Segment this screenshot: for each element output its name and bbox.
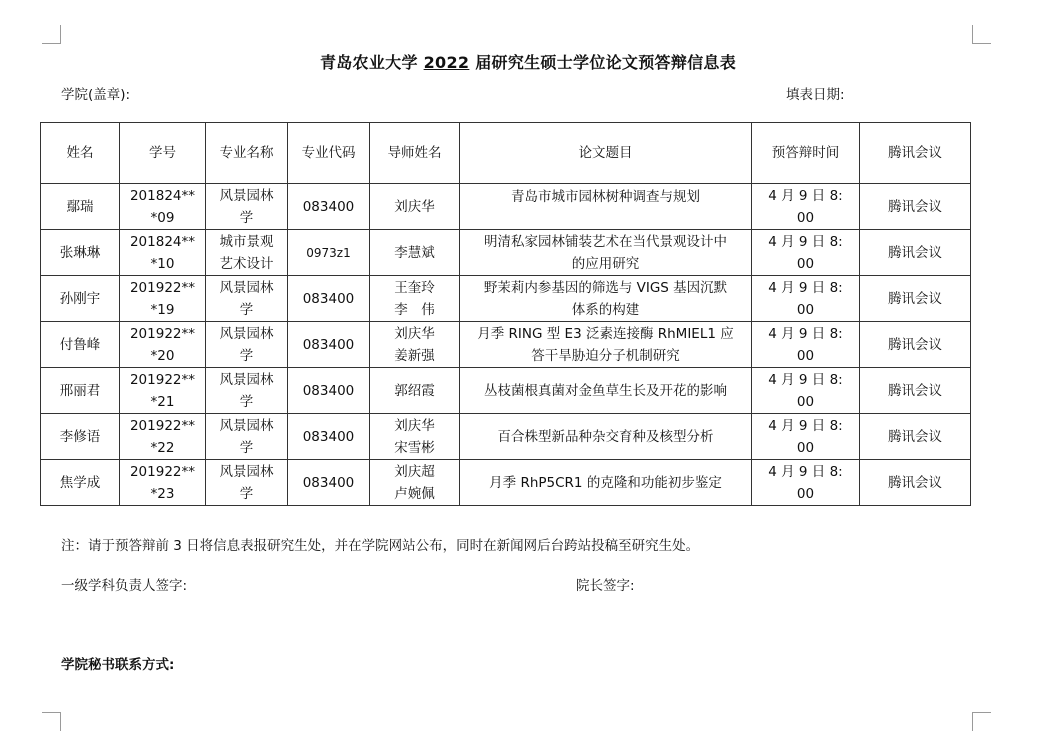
defense-time: 4 月 9 日 8: 00: [752, 230, 860, 276]
defense-time: 4 月 9 日 8: 00: [752, 184, 860, 230]
table-row: [41, 184, 971, 230]
student-id: 201824** *09: [120, 184, 206, 230]
student-name: 张琳琳: [41, 230, 120, 276]
page-corner-mark: [42, 712, 61, 731]
table-row: [41, 414, 971, 460]
college-seal-label: 学院(盖章):: [61, 87, 131, 103]
footnote: 注：请于预答辩前 3 日将信息表报研究生处，并在学院网站公布，同时在新闻网后台跨站投稿至研究生处。: [61, 538, 700, 554]
table-row: [41, 322, 971, 368]
thesis-title: 百合株型新品种杂交育种及核型分析: [460, 414, 752, 460]
major-code: 0973z1: [288, 230, 370, 276]
table-row: [41, 368, 971, 414]
student-name: 焦学成: [41, 460, 120, 506]
column-header: 论文题目: [460, 123, 752, 184]
defense-info-table: [40, 122, 971, 506]
title-year: 2022: [423, 53, 470, 72]
defense-time: 4 月 9 日 8: 00: [752, 368, 860, 414]
student-name: 李修语: [41, 414, 120, 460]
defense-time: 4 月 9 日 8: 00: [752, 460, 860, 506]
advisor-name: 刘庆华: [370, 184, 460, 230]
advisor-name: 郭绍霞: [370, 368, 460, 414]
meeting-platform: 腾讯会议: [860, 230, 971, 276]
page-corner-mark: [972, 25, 991, 44]
thesis-title: 月季 RING 型 E3 泛素连接酶 RhMIEL1 应 答干旱胁迫分子机制研究: [460, 322, 752, 368]
major-code: 083400: [288, 368, 370, 414]
thesis-title: 野茉莉内参基因的筛选与 VIGS 基因沉默 体系的构建: [460, 276, 752, 322]
column-header: 腾讯会议: [860, 123, 971, 184]
advisor-name: 刘庆超 卢婉佩: [370, 460, 460, 506]
meeting-platform: 腾讯会议: [860, 322, 971, 368]
student-name: 孙刚宇: [41, 276, 120, 322]
student-id: 201922** *22: [120, 414, 206, 460]
meeting-platform: 腾讯会议: [860, 460, 971, 506]
student-name: 邢丽君: [41, 368, 120, 414]
major-code: 083400: [288, 276, 370, 322]
table-row: [41, 276, 971, 322]
discipline-head-signature-label: 一级学科负责人签字:: [61, 578, 188, 594]
thesis-title: 明清私家园林铺装艺术在当代景观设计中 的应用研究: [460, 230, 752, 276]
title-suffix: 届研究生硕士学位论文预答辩信息表: [469, 53, 737, 72]
document-title: [0, 50, 1056, 73]
defense-time: 4 月 9 日 8: 00: [752, 276, 860, 322]
student-id: 201922** *23: [120, 460, 206, 506]
major-name: 风景园林 学: [206, 322, 288, 368]
meeting-platform: 腾讯会议: [860, 276, 971, 322]
student-name: 付鲁峰: [41, 322, 120, 368]
advisor-name: 李慧斌: [370, 230, 460, 276]
column-header: 专业代码: [288, 123, 370, 184]
major-name: 风景园林 学: [206, 276, 288, 322]
defense-time: 4 月 9 日 8: 00: [752, 322, 860, 368]
major-name: 风景园林 学: [206, 368, 288, 414]
major-name: 风景园林 学: [206, 184, 288, 230]
thesis-title: 丛枝菌根真菌对金鱼草生长及开花的影响: [460, 368, 752, 414]
major-name: 城市景观 艺术设计: [206, 230, 288, 276]
table-row: [41, 460, 971, 506]
meeting-platform: 腾讯会议: [860, 414, 971, 460]
title-prefix: 青岛农业大学: [319, 53, 424, 72]
thesis-title: 青岛市城市园林树种调查与规划: [460, 184, 752, 230]
student-id: 201922** *21: [120, 368, 206, 414]
student-id: 201922** *20: [120, 322, 206, 368]
secretary-contact-label: 学院秘书联系方式:: [61, 657, 175, 673]
advisor-name: 刘庆华 宋雪彬: [370, 414, 460, 460]
dean-signature-label: 院长签字:: [576, 578, 635, 594]
meeting-platform: 腾讯会议: [860, 368, 971, 414]
major-name: 风景园林 学: [206, 414, 288, 460]
column-header: 专业名称: [206, 123, 288, 184]
student-id: 201824** *10: [120, 230, 206, 276]
major-code: 083400: [288, 414, 370, 460]
student-name: 鄢瑞: [41, 184, 120, 230]
advisor-name: 王奎玲 李 伟: [370, 276, 460, 322]
thesis-title: 月季 RhP5CR1 的克隆和功能初步鉴定: [460, 460, 752, 506]
meeting-platform: 腾讯会议: [860, 184, 971, 230]
column-header: 姓名: [41, 123, 120, 184]
page-corner-mark: [42, 25, 61, 44]
major-code: 083400: [288, 460, 370, 506]
major-code: 083400: [288, 184, 370, 230]
defense-time: 4 月 9 日 8: 00: [752, 414, 860, 460]
table-row: [41, 230, 971, 276]
fill-date-label: 填表日期:: [786, 87, 845, 103]
column-header: 预答辩时间: [752, 123, 860, 184]
advisor-name: 刘庆华 姜新强: [370, 322, 460, 368]
column-header: 导师姓名: [370, 123, 460, 184]
table-header-row: [41, 123, 971, 184]
page-corner-mark: [972, 712, 991, 731]
column-header: 学号: [120, 123, 206, 184]
major-code: 083400: [288, 322, 370, 368]
student-id: 201922** *19: [120, 276, 206, 322]
major-name: 风景园林 学: [206, 460, 288, 506]
